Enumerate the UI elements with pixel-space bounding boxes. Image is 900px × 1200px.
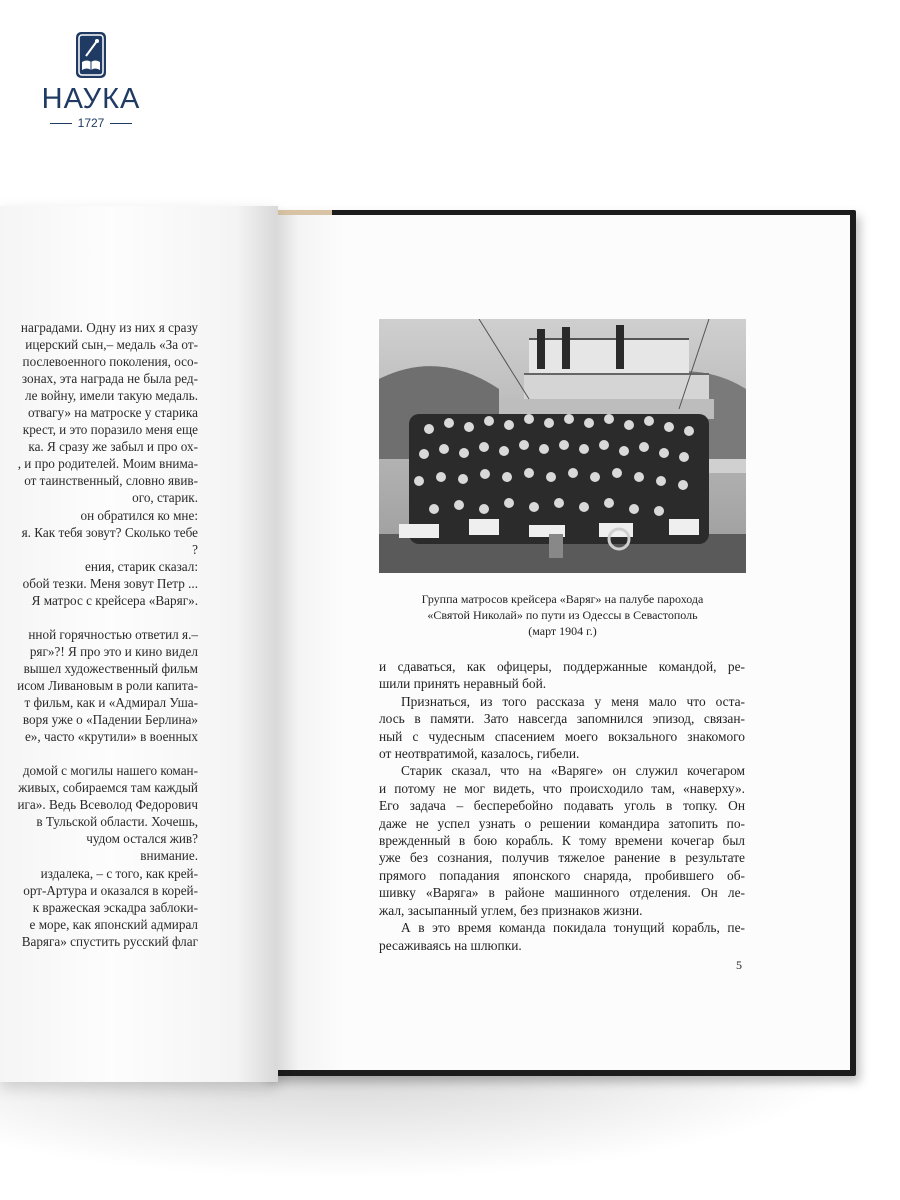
body-text-line: Признаться, из того рассказа у меня мало что оста- [401, 693, 745, 709]
left-page-line: ка. Я сразу же забыл и про ох- [28, 439, 198, 455]
left-page-line: послевоенного поколения, осо- [22, 354, 198, 370]
left-page-line [0, 745, 198, 762]
right-page [276, 215, 850, 1070]
body-text-line: врежденный в бою корабль. К тому времени кочегар был [379, 833, 745, 849]
body-text-line: шивку «Варяга» в районе машинного отделения. Он ле- [379, 885, 745, 901]
body-text-line: А в это время команда покидала тонущий корабль, пе- [401, 920, 745, 936]
body-text-line: прямого попадания японского снаряда, пробившего об- [379, 867, 745, 883]
body-text-line: и потому не мог видеть, что происходило там, «наверху». [379, 780, 745, 796]
publisher-year-row [40, 116, 142, 130]
left-page-line: ле войну, имели такую медаль. [25, 388, 198, 404]
photo-caption [379, 591, 746, 639]
left-page-line: в Тульской области. Хочешь, [36, 814, 198, 830]
left-page-line: внимание. [140, 848, 198, 864]
left-page-line: ого, старик. [132, 490, 198, 506]
left-page-line: от таинственный, словно явив- [24, 473, 198, 489]
body-text-line: лось в памяти. Зато навсегда запомнился эпизод, связан- [379, 711, 745, 727]
left-page-line: е море, как японский адмирал [29, 916, 198, 932]
left-page-line: он обратился ко мне: [80, 507, 198, 523]
left-page-line: наградами. Одну из них я сразу [20, 320, 198, 335]
publisher-logo [40, 32, 142, 130]
left-page-line: я. Как тебя зовут? Сколько тебе [21, 524, 198, 540]
left-page-line: Варяга» спустить русский флаг [21, 933, 198, 949]
left-page-line: домой с могилы нашего коман- [22, 763, 198, 779]
left-page-line: к вражеская эскадра заблоки- [32, 899, 198, 915]
left-page [0, 206, 278, 1082]
left-page-line: ряг»?! Я про это и кино видел [29, 643, 198, 659]
left-page-line: чудом остался жив? [86, 831, 198, 847]
left-page-line: обой тезки. Меня зовут Петр ... [22, 575, 198, 591]
page-number: 5 [736, 958, 742, 972]
body-text-line: уже без сознания, получив тяжелое ранение в результате [379, 850, 745, 866]
left-page-line: ения, старик сказал: [85, 558, 198, 574]
left-page-line: ига». Ведь Всеволод Федорович [17, 797, 198, 813]
left-page-line: отвагу» на матроске у старика [27, 405, 198, 421]
left-page-line: е», часто «крутили» в военных [24, 729, 198, 745]
left-page-line: воря уже о «Падении Берлина» [22, 712, 198, 728]
left-page-line: ? [192, 541, 198, 557]
left-page-line: Я матрос с крейсера «Варяг». [31, 592, 198, 608]
body-text-line: ресаживаясь на шлюпки. [379, 937, 522, 953]
body-text-line: Его задача – бесперебойно подавать уголь в топку. Он [379, 798, 745, 814]
body-text-line: даже не успел узнать о решении командира затопить по- [379, 815, 745, 831]
caption-line: (март 1904 г.) [528, 624, 597, 638]
right-page-text [379, 658, 745, 954]
left-page-line: вышел художественный фильм [23, 660, 198, 676]
body-text-line: от неотвратимой, казалось, гибели. [379, 746, 580, 762]
body-text-line: ный с чудесным спасением моего вокзального знакомого [379, 728, 745, 744]
ship-crew-photo-illustration [379, 319, 746, 573]
body-text-line: шили принять неравный бой. [379, 676, 547, 692]
left-page-line: живых, собираемся там каждый [18, 780, 198, 796]
caption-line: «Святой Николай» по пути из Одессы в Севастополь [427, 608, 698, 622]
left-page-line: , и про родителей. Моим внима- [17, 456, 198, 472]
left-page-line: ицерский сын,– медаль «За от- [25, 337, 198, 353]
body-text-line: Старик сказал, что на «Варяге» он служил кочегаром [401, 763, 745, 779]
left-page-line: крест, и это поразило меня еще [22, 422, 198, 438]
left-page-line: нной горячностью ответил я.– [28, 626, 198, 642]
caption-line: Группа матросов крейсера «Варяг» на палубе парохода [421, 592, 704, 606]
left-page-line [0, 609, 198, 626]
publisher-year: 1727 [77, 116, 105, 130]
left-page-line: издалека, – с того, как крей- [40, 865, 198, 881]
left-page-text [0, 319, 198, 950]
left-page-line: орт-Артура и оказался в корей- [23, 882, 198, 898]
left-page-line: исом Ливановым в роли капита- [17, 677, 198, 693]
publisher-name: НАУКА [41, 83, 141, 115]
left-page-line: зонах, эта награда не была ред- [21, 371, 198, 387]
year-rule-right [110, 123, 132, 124]
book-emblem-icon [76, 32, 106, 78]
sailors-photo [379, 319, 746, 573]
left-page-line: т фильм, как и «Адмирал Уша- [24, 695, 198, 711]
body-text-line: и сдаваться, как офицеры, поддержанные командой, ре- [379, 659, 745, 674]
body-text-line: жал, засыпанный углем, без признаков жизни. [379, 902, 643, 918]
year-rule-left [50, 123, 72, 124]
